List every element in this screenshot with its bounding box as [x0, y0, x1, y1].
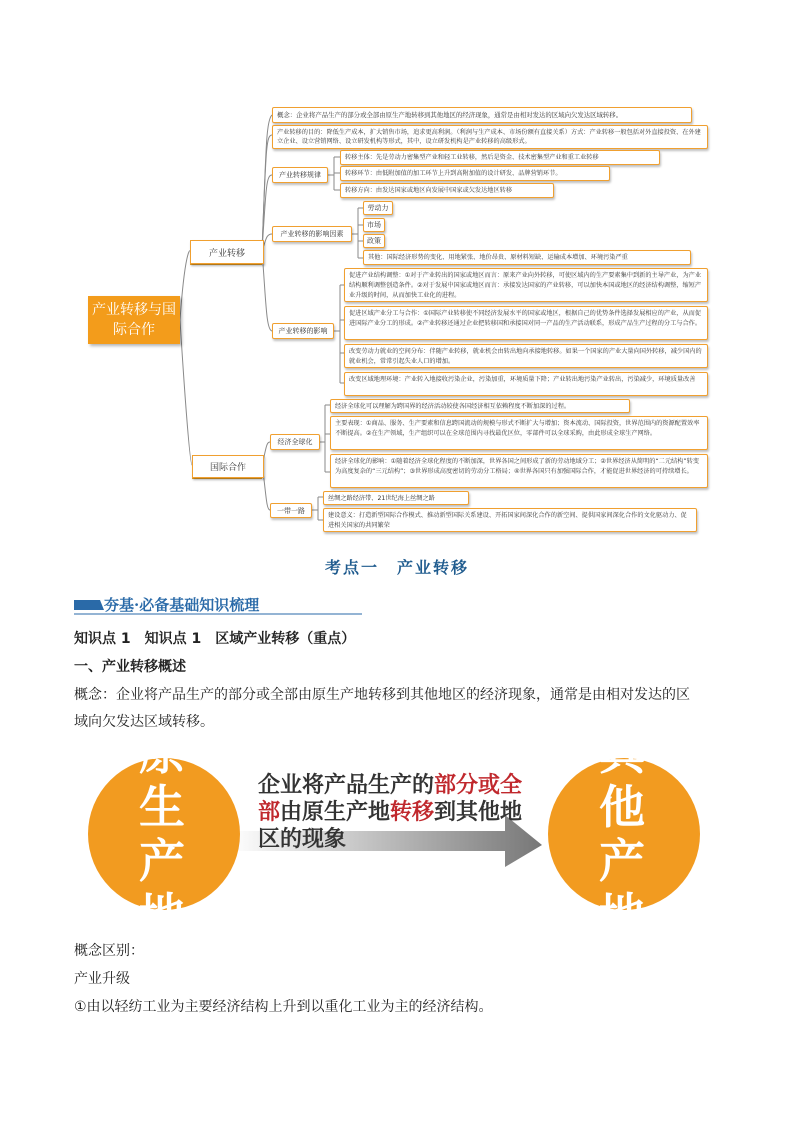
concept-box: 概念：企业将产品生产的部分或全部由原生产地转移到其他地区的经济现象，通常是由相对发达的区域向欠发达区域转移。: [272, 107, 692, 123]
factor-policy: 政策: [363, 234, 385, 248]
section-heading: 一、产业转移概述: [74, 659, 186, 675]
purpose-box: 产业转移的目的：降低生产成本，扩大销售市场，追求更高利润。（利润与生产成本、市场份额有直接关系）方式：产业转移一般包括对外直接投资、在外建立企业、设立营销网络、设立研发机构等形式，其中，设立研发机构是产业转移的高级形式。: [272, 125, 708, 149]
diagram-caption: [258, 772, 548, 853]
factor-label: 产业转移的影响因素: [272, 226, 352, 242]
rule-label: 产业转移规律: [272, 167, 328, 183]
upgrade-item-1: ①由以轻纺工业为主要经济结构上升到以重化工业为主的经济结构。: [74, 999, 493, 1015]
concept-line-1: 概念：企业将产品生产的部分或全部由原生产地转移到其他地区的经济现象，通常是由相对发达的区: [74, 687, 690, 703]
belt-label: 一带一路: [270, 503, 312, 518]
branch-intl: 国际合作: [192, 455, 264, 478]
caption-part-4: 由原生产地: [280, 800, 391, 825]
impact-2: 促进区域产业分工与合作：①国际产业转移使不同经济发展水平的国家或地区，根据自己的优势条件选择发展相应的产业，从而促进国际产业分工的形成。②产业转移还通过企业把转移国和承接国对同一产品的生产活动联系，形成产品生产过程的分工与合作。: [344, 306, 708, 340]
caption-part-2: 部分或全: [434, 773, 523, 798]
caption-part-1: 企业将产品生产的: [258, 773, 435, 798]
impact-label: 产业转移的影响: [272, 323, 334, 339]
knowledge-point: 知识点 1 知识点 1 区域产业转移（重点）: [74, 631, 356, 647]
origin-label: 原生产地: [139, 726, 189, 942]
page-title: 考点一 产业转移: [324, 558, 469, 577]
factor-market: 市场: [363, 218, 385, 232]
caption-part-7: 区的现象: [258, 827, 347, 852]
rule-2: 转移环节：由低附加值的加工环节上升到高附加值的设计研发、品牌营销环节。: [340, 166, 610, 181]
glob-1: 经济全球化可以理解为跨国界的经济活动较使各国经济相互依赖程度不断加深的过程。: [330, 399, 630, 413]
caption-part-5: 转移: [390, 800, 435, 825]
glob-2: 主要表现：①商品、服务、生产要素和信息跨国流动的规模与形式不断扩大与增加；资本流动、国际投资，世界范围内的资源配置效率不断提高。②在生产领域，生产组织可以在全球范围内寻找最优区位，零部件可以全球采购，由此形成全球生产网络。: [330, 416, 708, 450]
rule-3: 转移方向：由发达国家或地区向发展中国家或欠发达地区转移: [340, 183, 554, 198]
destination-label: 其他产地: [599, 726, 649, 942]
caption-part-3: 部: [258, 800, 281, 825]
belt-1: 丝绸之路经济带、21世纪海上丝绸之路: [323, 491, 469, 505]
concept-line-2: 域向欠发达区域转移。: [74, 714, 214, 730]
rule-1: 转移主体：先是劳动力密集型产业和轻工业转移，然后是资金、技术密集型产业和重工业转移: [340, 150, 660, 165]
distinction-label: 概念区别：: [74, 943, 144, 959]
upgrade-label: 产业升级: [74, 971, 130, 987]
glob-3: 经济全球化的影响：①随着经济全球化程度的不断加深，世界各国之间形成了新的劳动地域分工；②世界经济从简明的“二元结构”转变为高度复杂的“三元结构”；③世界形成高度密切的劳动分工格局；④世界各国只有加强国际合作，才能促进世界经济的可持续增长。: [330, 454, 708, 488]
belt-2: 建设意义：打造新型国际合作模式、推动新型国际关系建设、开拓国家间深化合作的新空间、提供国家间深化合作的文化驱动力、促进相关国家的共同繁荣: [323, 508, 697, 532]
impact-3: 改变劳动力就业的空间分布：伴随产业转移，就业机会由转出地向承接地转移。如果一个国家的产业大量向国外转移，减少国内的就业机会，常常引起失业人口的增加。: [344, 344, 708, 368]
origin-circle: [88, 726, 240, 942]
impact-4: 改变区域地理环境：产业转入地接收污染企业，污染加重，环境质量下降；产业转出地污染产业转出，污染减少，环境质量改善: [344, 372, 708, 396]
destination-circle: [548, 726, 700, 942]
factor-other: 其他：国际经济形势的变化、用地紧张、地价昂贵、原材料短缺、运输成本增加、环境污染严重: [363, 250, 691, 265]
mindmap-root: 产业转移与国际合作: [88, 296, 180, 344]
banner-title: 夯基·必备基础知识梳理: [104, 596, 260, 614]
glob-label: 经济全球化: [270, 434, 320, 450]
impact-1: 促进产业结构调整：①对于产业转出的国家或地区而言：原来产业向外转移，可使区域内的生产要素集中到新的主导产业，为产业结构顺利调整创造条件。②对于发展中国家或地区而言：承接发达国家的产业转移，可以加快本国或地区的经济结构调整，缩短产业升级的时间，从而加快工业化的进程。: [344, 268, 708, 302]
caption-part-6: 到其他地: [434, 800, 523, 825]
branch-industry: 产业转移: [190, 240, 264, 264]
factor-labor: 劳动力: [363, 201, 393, 215]
